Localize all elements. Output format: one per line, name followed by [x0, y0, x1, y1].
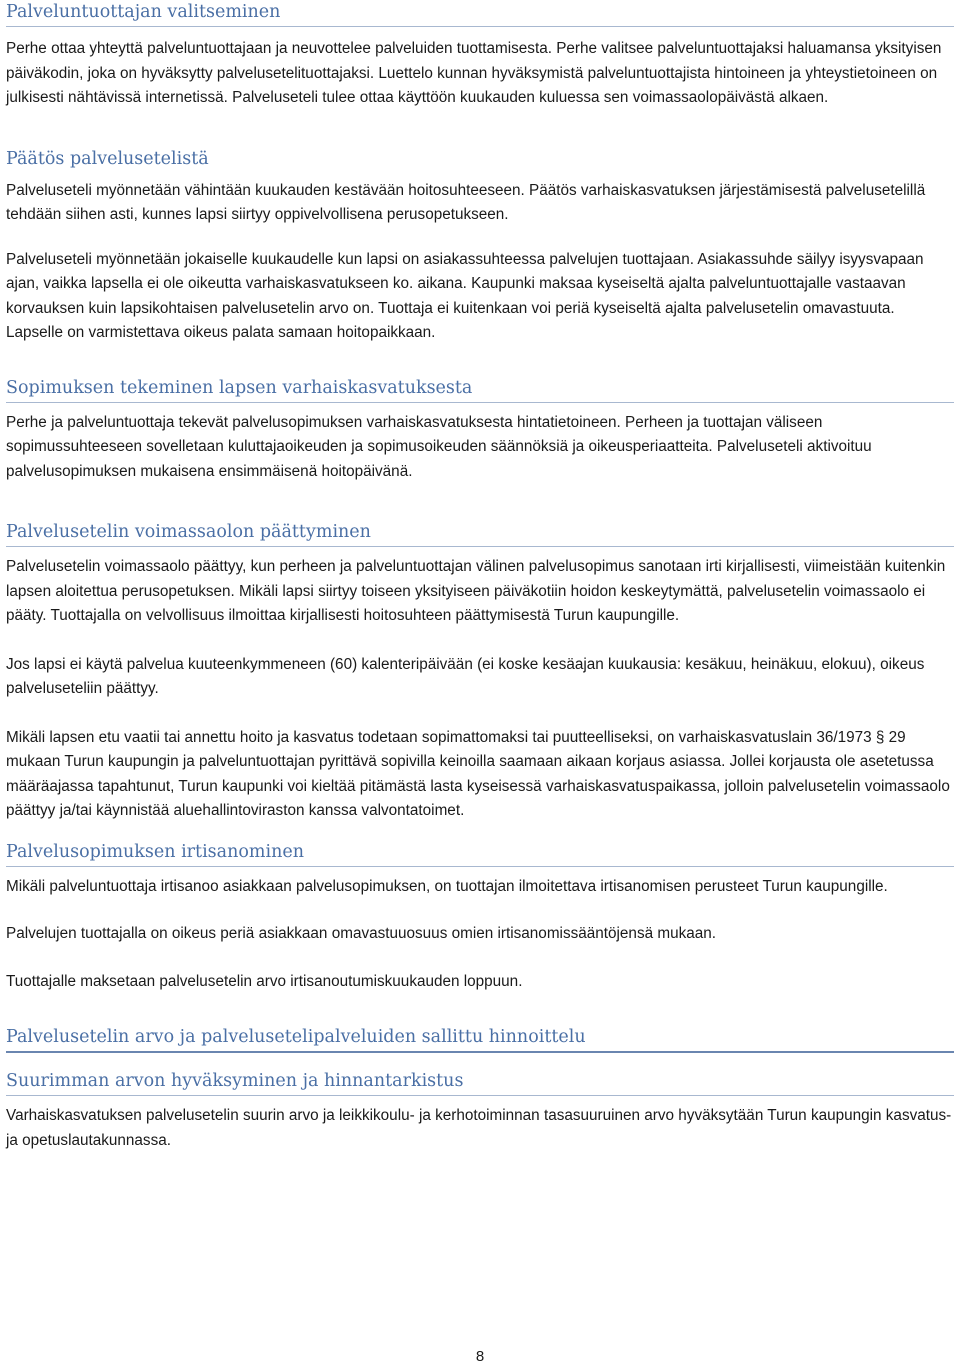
- paragraph: Perhe ja palveluntuottaja tekevät palvelusopimuksen varhaiskasvatuksesta hintatietoineen. Perheen ja tuottajan väliseen sopimussuhteeseen sovelletaan kuluttajaoikeuden ja sopimusoikeuden säännöksiä ja oikeusperiaatteita. Palveluseteli aktivoituu palvelusopimuksen mukaisena ensimmäisenä hoitopäivänä.: [6, 413, 872, 480]
- paragraph: Tuottajalle maksetaan palvelusetelin arvo irtisanoutumiskuukauden loppuun.: [6, 972, 523, 990]
- paragraph: Varhaiskasvatuksen palvelusetelin suurin arvo ja leikkikoulu- ja kerhotoiminnan tasasuuruinen arvo hyväksytään Turun kaupungin kasvatus- ja opetuslautakunnassa.: [6, 1107, 952, 1149]
- page-number: 8: [475, 1348, 485, 1365]
- paragraph: Mikäli lapsen etu vaatii tai annettu hoito ja kasvatus todetaan sopimattomaksi tai puutteelliseksi, on varhaiskasvatuslain 36/1973 § 29 mukaan Turun kaupungin ja palveluntuottajan pyrittävä sopivilla keinoilla saamaan aikaan korjaus asiassa. Jollei korjausta ole asetetussa määräajassa tapahtunut, Turun kaupunki voi kieltää pitämästä lasta kyseisessä varhaiskasvatuspaikassa, jolloin palvelusetelin voimassaolo päättyy ja/tai käynnistää aluehallintoviraston kanssa valvontatoimet.: [6, 728, 950, 819]
- paragraph: Perhe ottaa yhteyttä palveluntuottajaan ja neuvottelee palveluiden tuottamisesta. Perhe valitsee palveluntuottajaksi haluamansa yksityisen päiväkodin, joka on hyväksytty palvelusetelituottajaksi. Luettelo kunnan hyväksymistä palveluntuottajista hintoineen ja yhteystietoineen on julkisesti nähtävissä internetissä. Palveluseteli tulee ottaa käyttöön kuukauden kuluessa sen voimassaolopäivästä alkaen.: [6, 40, 942, 106]
- paragraph: Palvelujen tuottajalla on oikeus periä asiakkaan omavastuuosuus omien irtisanomissääntöjensä mukaan.: [6, 925, 717, 942]
- section-heading: Päätös palvelusetelistä: [6, 148, 209, 169]
- paragraph: Palvelusetelin voimassaolo päättyy, kun perheen ja palveluntuottajan välinen palvelusopimus sanotaan irti kirjallisesti, viimeistään kuitenkin lapsen aloitettua perusopetuksen. Mikäli lapsi siirtyy toiseen yksityiseen päiväkotiin hoidon keskeytymättä, palvelusetelin voimassaolo ei pääty. Tuottajalla on velvollisuus ilmoittaa kirjallisesti hoitosuhteen päättymisestä Turun kaupungille.: [6, 558, 946, 624]
- section-heading: Palvelusetelin voimassaolon päättyminen: [6, 520, 954, 547]
- paragraph: Palveluseteli myönnetään vähintään kuukauden kestävään hoitosuhteeseen. Päätös varhaiskasvatuksen järjestämisestä palvelusetelillä tehdään siihen asti, kunnes lapsi siirtyy oppivelvollisena perusopetukseen.: [6, 181, 926, 223]
- paragraph: Palveluseteli myönnetään jokaiselle kuukaudelle kun lapsi on asiakassuhteessa palvelujen tuottajaan. Asiakassuhde säilyy isyysvapaan ajan, vaikka lapsella ei ole oikeutta varhaiskasvatukseen ko. aikana. Kaupunki maksaa kyseiseltä ajalta palveluntuottajalle vastaavan korvauksen kuin lapsikohtaisen palvelusetelin arvo on. Tuottaja ei kuitenkaan voi periä kyseiseltä ajalta palvelusetelin omavastuuta. Lapselle on varmistettava oikeus palata samaan hoitopaikkaan.: [6, 250, 924, 341]
- section-heading: Palvelusetelin arvo ja palvelusetelipalveluiden sallittu hinnoittelu: [6, 1025, 954, 1053]
- subsection-heading: Suurimman arvon hyväksyminen ja hinnantarkistus: [6, 1069, 954, 1096]
- paragraph: Jos lapsi ei käytä palvelua kuuteenkymmeneen (60) kalenteripäivään (ei koske kesäajan kuukausia: kesäkuu, heinäkuu, elokuu), oikeus palveluseteliin päättyy.: [6, 655, 925, 697]
- section-heading: Sopimuksen tekeminen lapsen varhaiskasvatuksesta: [6, 376, 954, 403]
- section-heading: Palvelusopimuksen irtisanominen: [6, 840, 954, 867]
- section-heading: Palveluntuottajan valitseminen: [6, 0, 954, 27]
- document-page: [6, 0, 954, 1153]
- paragraph: Mikäli palveluntuottaja irtisanoo asiakkaan palvelusopimuksen, on tuottajan ilmoitettava irtisanomisen perusteet Turun kaupungille.: [6, 877, 888, 895]
